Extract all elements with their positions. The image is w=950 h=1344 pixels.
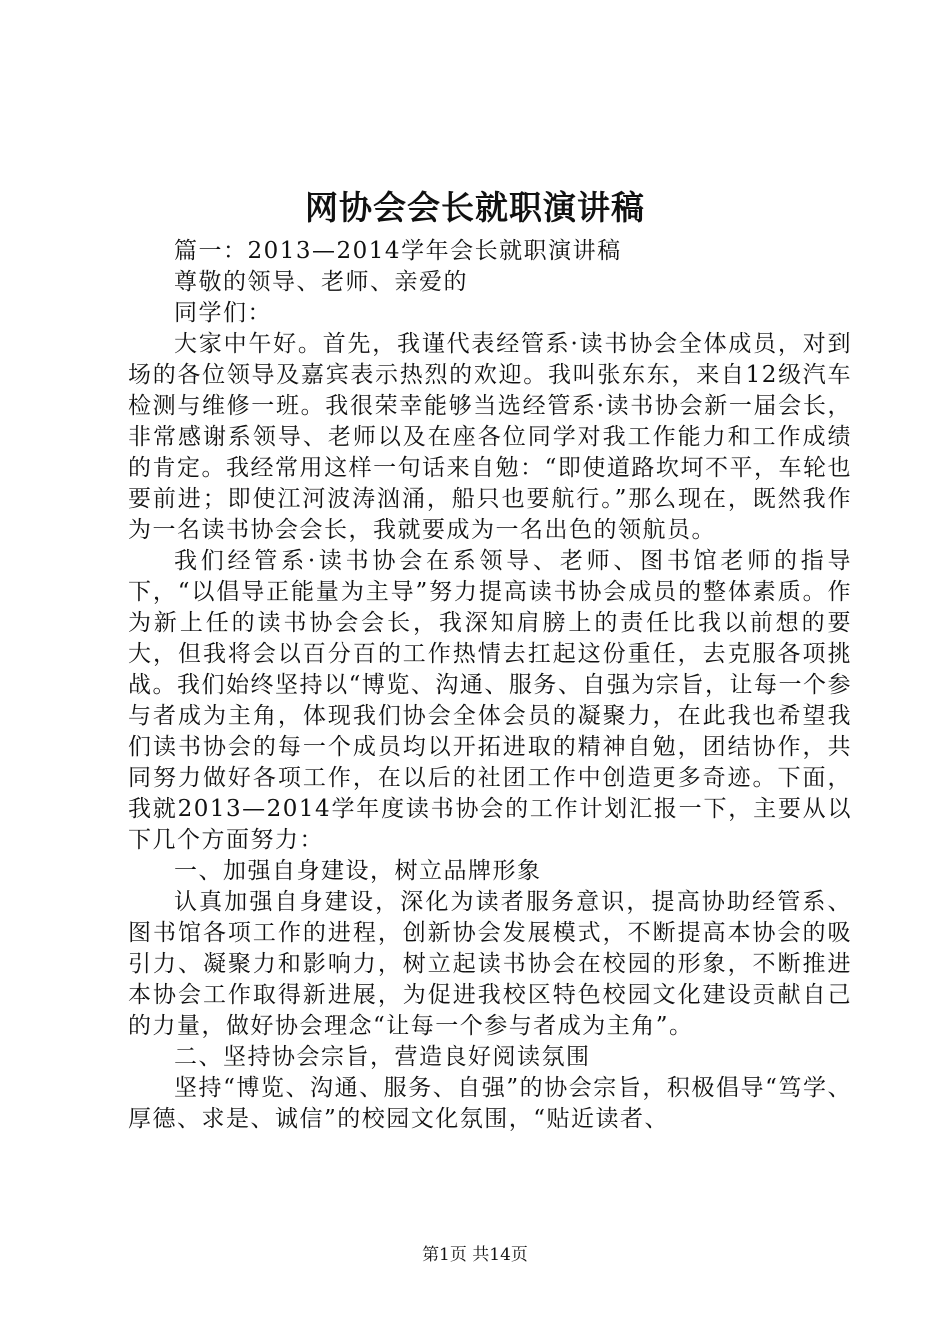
salutation-line-1: 尊敬的领导、老师、亲爱的 xyxy=(174,269,468,295)
salutation-line-2: 同学们： xyxy=(174,300,272,326)
section-heading-1: 一、加强自身建设，树立品牌形象 xyxy=(174,858,542,884)
body-paragraph-3: 认真加强自身建设，深化为读者服务意识，提高协助经管系、图书馆各项工作的进程，创新协会发展模式，不断提高本协会的吸引力、凝聚力和影响力，树立起读书协会在校园的形象，不断推进本协会工作取得新进展，为促进我校区特色校园文化建设贡献自己的力量，做好协会理念“让每一个参与者成为主角”。 xyxy=(128,889,852,1039)
body-paragraph-2: 我们经管系·读书协会在系领导、老师、图书馆老师的指导下，“以倡导正能量为主导”努力提高读书协会成员的整体素质。作为新上任的读书协会会长，我深知肩膀上的责任比我以前想的要大，但我将会以百分百的工作热情去扛起这份重任，去克服各项挑战。我们始终坚持以“博览、沟通、服务、自强为宗旨，让每一个参与者成为主角，体现我们协会全体会员的凝聚力，在此我也希望我们读书协会的每一个成员均以开拓进取的精神自勉，团结协作，共同努力做好各项工作，在以后的社团工作中创造更多奇迹。下面，我就2013—2014学年度读书协会的工作计划汇报一下，主要从以下几个方面努力： xyxy=(128,548,852,853)
section-heading-2: 二、坚持协会宗旨，营造良好阅读氛围 xyxy=(174,1044,591,1070)
document-body xyxy=(128,236,852,1135)
body-paragraph-1: 大家中午好。首先，我谨代表经管系·读书协会全体成员，对到场的各位领导及嘉宾表示热烈的欢迎。我叫张东东，来自12级汽车检测与维修一班。我很荣幸能够当选经管系·读书协会新一届会长，非常感谢系领导、老师以及在座各位同学对我工作能力和工作成绩的肯定。我经常用这样一句话来自勉：“即使道路坎坷不平，车轮也要前进；即使江河波涛汹涌，船只也要航行。”那么现在，既然我作为一名读书协会会长，我就要成为一名出色的领航员。 xyxy=(128,331,852,543)
document-title: 网协会会长就职演讲稿 xyxy=(305,188,645,227)
article-heading: 篇一：2013—2014学年会长就职演讲稿 xyxy=(174,238,622,264)
body-paragraph-4: 坚持“博览、沟通、服务、自强”的协会宗旨，积极倡导“笃学、厚德、求是、诚信”的校园文化氛围，“贴近读者、 xyxy=(128,1075,852,1132)
page-footer: 第1页 共14页 xyxy=(422,1245,528,1265)
